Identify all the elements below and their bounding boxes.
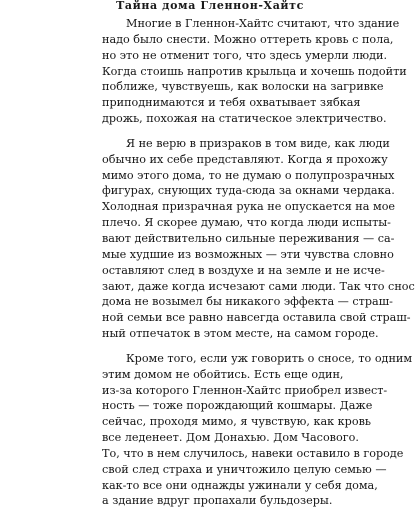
text-line: вают действительно сильные переживания — са- <box>102 231 395 245</box>
text-line: мые худшие из возможных — эти чувства словно <box>102 247 394 261</box>
text-line: из-за которого Гленнон-Хайтс приобрел извест- <box>102 383 388 397</box>
text-line: а здание вдруг пропахали бульдозеры. <box>102 494 333 508</box>
text-line: ность — тоже порождающий кошмары. Даже <box>102 399 373 413</box>
text-line: сейчас, проходя мимо, я чувствую, как кровь <box>102 415 371 429</box>
text-line: плечо. Я скорее думаю, что когда люди испыты- <box>102 216 391 230</box>
paragraph-3 <box>102 351 413 509</box>
running-head: Тайна дома Гленнон-Хайтс <box>116 0 304 12</box>
text-line: оставляют след в воздухе и на земле и не исче- <box>102 263 385 277</box>
text-line: зают, даже когда исчезают сами люди. Так что снос <box>102 279 415 293</box>
text-line: надо было снести. Можно оттереть кровь с пола, <box>102 32 394 46</box>
text-line: ный отпечаток в этом месте, на самом городе. <box>102 327 379 341</box>
text-line: этим домом не обойтись. Есть еще один, <box>102 367 344 381</box>
text-line: дома не возымел бы никакого эффекта — страш- <box>102 295 393 309</box>
text-line: ной семьи все равно навсегда оставила свой страш- <box>102 311 411 325</box>
text-line: свой след страха и уничтожило целую семью — <box>102 462 387 476</box>
text-line: дрожь, похожая на статическое электричество. <box>102 112 387 126</box>
text-line: обычно их себе представляют. Когда я прохожу <box>102 152 388 166</box>
text-line: поближе, чувствуешь, как волоски на загривке <box>102 80 384 94</box>
text-line: приподнимаются и тебя охватывает зябкая <box>102 96 361 110</box>
text-line: Я не верю в призраков в том виде, как люди <box>126 136 390 150</box>
text-line: То, что в нем случилось, навеки оставило в городе <box>102 446 404 460</box>
text-line: Когда стоишь напротив крыльца и хочешь подойти <box>102 64 407 78</box>
text-line: мимо этого дома, то не думаю о полупрозрачных <box>102 168 395 182</box>
text-line: Холодная призрачная рука не опускается на мое <box>102 200 396 214</box>
text-line: фигурах, снующих туда-сюда за окнами чердака. <box>102 184 395 198</box>
text-line: но это не отменит того, что здесь умерли люди. <box>102 48 388 62</box>
paragraph-1 <box>102 16 407 127</box>
body-text <box>102 16 415 509</box>
text-line: как-то все они однажды ужинали у себя дома, <box>102 478 378 492</box>
paragraph-2 <box>102 136 415 342</box>
text-line: все леденеет. Дом Донахью. Дом Часового. <box>102 431 359 445</box>
text-line: Кроме того, если уж говорить о сносе, то одним <box>126 351 413 365</box>
text-line: Многие в Гленнон-Хайтс считают, что здание <box>126 17 400 30</box>
